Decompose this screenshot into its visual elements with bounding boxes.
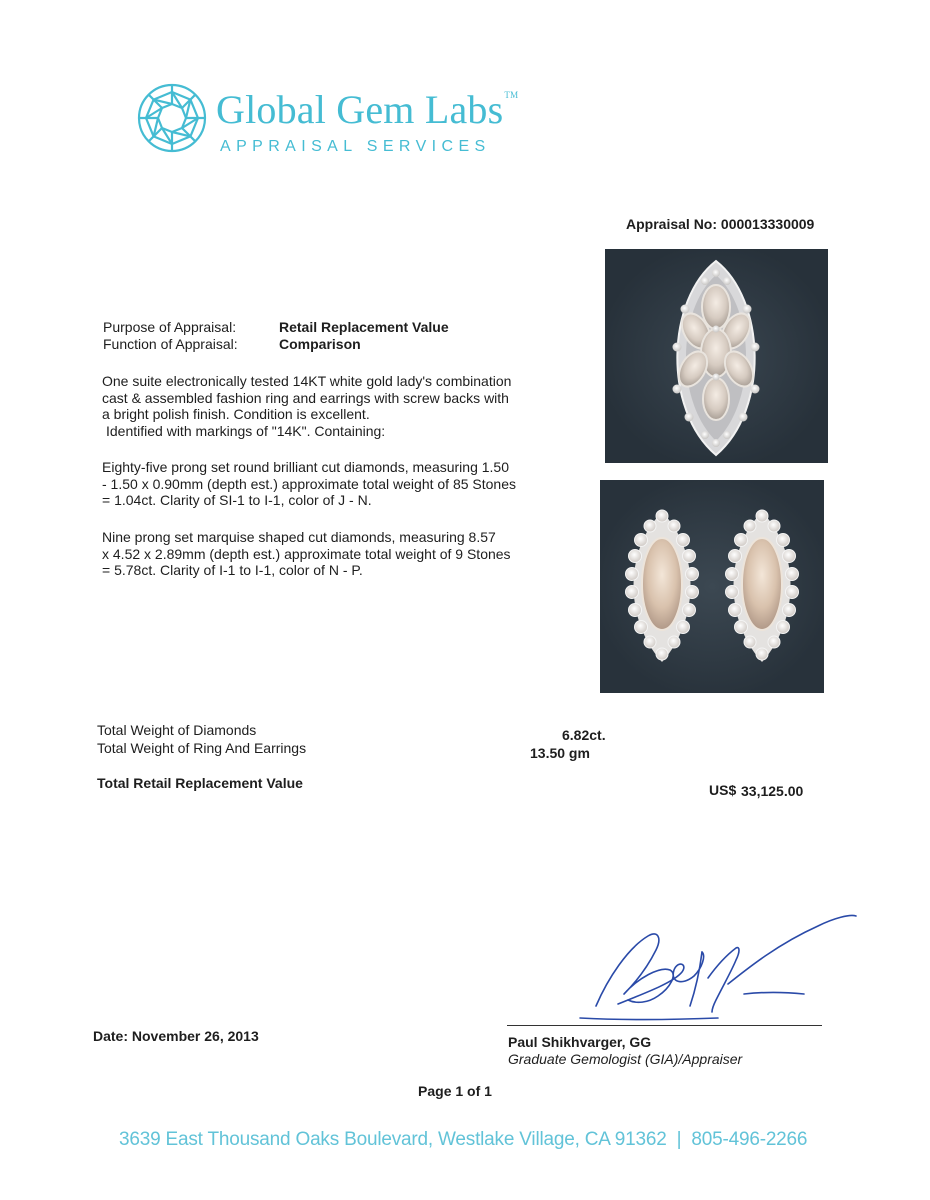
function-label: Function of Appraisal: [103, 336, 238, 352]
footer-phone: 805-496-2266 [691, 1129, 808, 1150]
brand-subtitle: APPRAISAL SERVICES [220, 138, 491, 155]
signer-name: Paul Shikhvarger, GG [508, 1034, 652, 1050]
purpose-value: Retail Replacement Value [279, 319, 449, 335]
total-diamond-weight-label: Total Weight of Diamonds [97, 722, 257, 738]
total-value-amount: 33,125.00 [741, 783, 804, 799]
round-diamonds-line: = 1.04ct. Clarity of SI-1 to I-1, color of J - N. [102, 492, 372, 508]
marquise-diamonds-description [102, 529, 562, 579]
brand-name: Global Gem Labs™ [216, 87, 519, 132]
footer-contact [119, 1129, 807, 1151]
signer-title: Graduate Gemologist (GIA)/Appraiser [508, 1051, 743, 1067]
description-line: a bright polish finish. Condition is excellent. [102, 406, 370, 422]
purpose-label: Purpose of Appraisal: [103, 319, 237, 335]
item-description [102, 373, 562, 439]
description-line: One suite electronically tested 14KT white gold lady's combination [102, 373, 512, 389]
total-diamond-weight-value: 6.82ct. [562, 727, 606, 743]
earrings-image [600, 480, 824, 693]
page-number: Page 1 of 1 [418, 1083, 492, 1099]
total-item-weight-value: 13.50 gm [530, 745, 590, 761]
round-diamonds-line: - 1.50 x 0.90mm (depth est.) approximate total weight of 85 Stones [102, 475, 516, 492]
round-diamonds-line: Eighty-five prong set round brilliant cut diamonds, measuring 1.50 [102, 459, 509, 475]
earrings-photo [600, 480, 824, 693]
total-value-label: Total Retail Replacement Value [97, 775, 303, 791]
appraisal-date: Date: November 26, 2013 [93, 1028, 259, 1044]
trademark: TM [504, 90, 519, 100]
brand-logo [136, 82, 519, 162]
description-line: Identified with markings of "14K". Containing: [106, 422, 386, 439]
marquise-diamonds-line: = 5.78ct. Clarity of I-1 to I-1, color of N - P. [102, 562, 363, 578]
footer-separator: | [676, 1129, 682, 1150]
signature [578, 908, 860, 1026]
signature-line [507, 1025, 822, 1026]
ring-image [605, 249, 828, 463]
diamond-logo-icon [136, 82, 208, 154]
footer-address: 3639 East Thousand Oaks Boulevard, Westlake Village, CA 91362 [119, 1129, 667, 1150]
round-diamonds-description [102, 459, 562, 509]
function-value: Comparison [279, 336, 361, 352]
appraisal-number: Appraisal No: 000013330009 [626, 216, 815, 232]
marquise-diamonds-line: x 4.52 x 2.89mm (depth est.) approximate total weight of 9 Stones [102, 545, 511, 562]
description-line: cast & assembled fashion ring and earrings with screw backs with [102, 389, 509, 406]
marquise-diamonds-line: Nine prong set marquise shaped cut diamonds, measuring 8.57 [102, 529, 496, 545]
total-item-weight-label: Total Weight of Ring And Earrings [97, 740, 307, 756]
currency: US$ [709, 782, 737, 798]
ring-photo [605, 249, 828, 463]
